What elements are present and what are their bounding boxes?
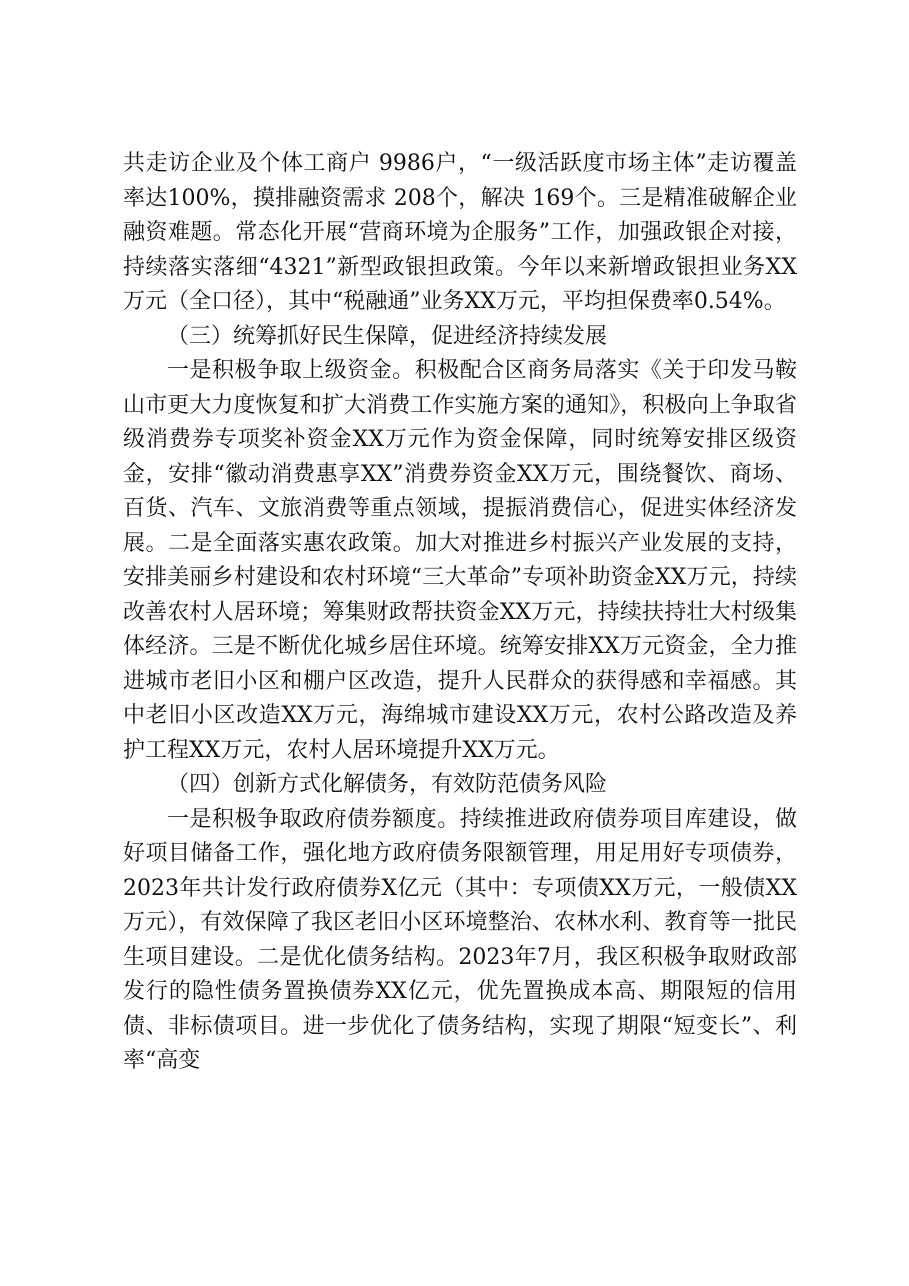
document-body [123, 147, 797, 1079]
paragraph-continuation: 共走访企业及个体工商户 9986户，“一级活跃度市场主体”走访覆盖率达100%，摸排融资需求 208个，解决 169个。三是精准破解企业融资难题。常态化开展“营商环境为企服务”工作，加强政银企对接，持续落实落细“4321”新型政银担政策。今年以来新增政银担业务XX万元（全口径），其中“税融通”业务XX万元，平均担保费率0.54%。 [123, 151, 797, 314]
paragraph-debt: 一是积极争取政府债券额度。持续推进政府债券项目库建设，做好项目储备工作，强化地方政府债务限额管理，用足用好专项债券，2023年共计发行政府债券X亿元（其中：专项债XX万元，一般债XX万元），有效保障了我区老旧小区环境整治、农林水利、教育等一批民生项目建设。二是优化债务结构。2023年7月，我区积极争取财政部发行的隐性债务置换债券XX亿元，优先置换成本高、期限短的信用债、非标债项目。进一步优化了债务结构，实现了期限“短变长”、利率“高变 [123, 806, 797, 1073]
section-heading-four: （四）创新方式化解债务，有效防范债务风险 [167, 772, 608, 797]
section-heading-three: （三）统筹抓好民生保障，促进经济持续发展 [167, 323, 608, 349]
paragraph-livelihood: 一是积极争取上级资金。积极配合区商务局落实《关于印发马鞍山市更大力度恢复和扩大消费工作实施方案的通知》，积极向上争取省级消费券专项奖补资金XX万元作为资金保障，同时统筹安排区级资金，安排“徽动消费惠享XX”消费券资金XX万元，围绕餐饮、商场、百货、汽车、文旅消费等重点领域，提振消费信心，促进实体经济发展。二是全面落实惠农政策。加大对推进乡村振兴产业发展的支持，安排美丽乡村建设和农村环境“三大革命”专项补助资金XX万元，持续改善农村人居环境；筹集财政帮扶资金XX万元，持续扶持壮大村级集体经济。三是不断优化城乡居住环境。统筹安排XX万元资金，全力推进城市老旧小区和棚户区改造，提升人民群众的获得感和幸福感。其中老旧小区改造XX万元，海绵城市建设XX万元，农村公路改造及养护工程XX万元，农村人居环境提升XX万元。 [123, 358, 797, 763]
